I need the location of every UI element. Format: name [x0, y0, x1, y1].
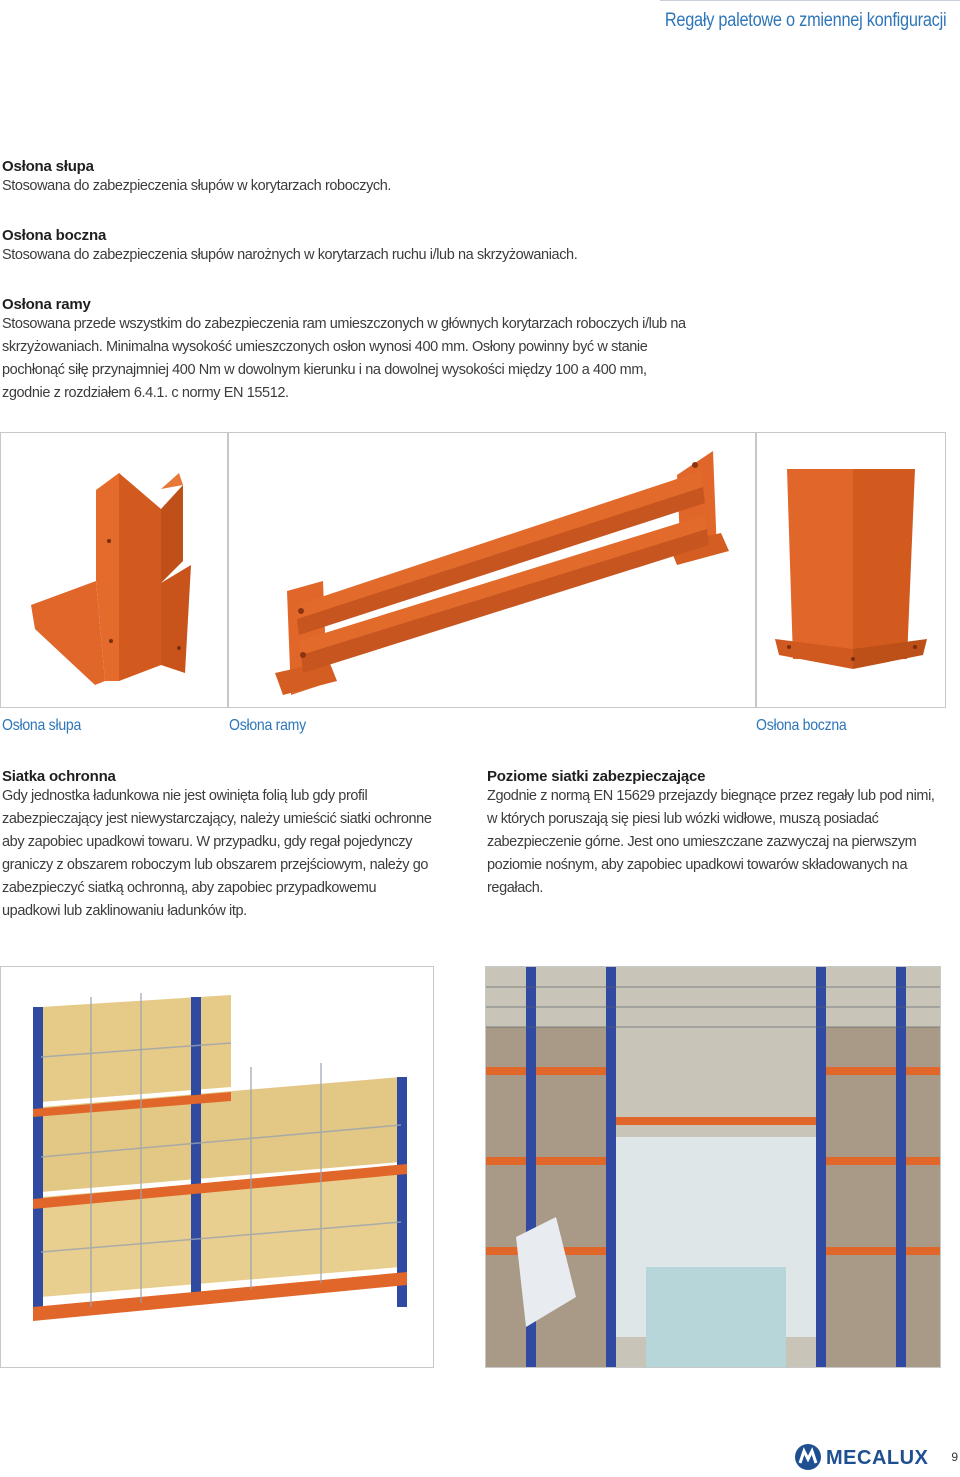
section-horizontal-nets [487, 768, 947, 900]
section-text: Stosowana przede wszystkim do zabezpieczenia ram umieszczonych w głównych korytarzach roboczych i/lub na skrzyżowaniach. Minimalna wysokość umieszczonych osłon wynosi 400 mm. Osłony powinny być w stanie pochłonąć siłę przynajmniej 400 Nm w dowolnym kierunku i na dowolnej wysokości między 100 a 400 mm, zgodnie z rozdziałem 6.4.1. c normy EN 15512. [2, 316, 686, 401]
section-safety-net [2, 768, 432, 923]
mecalux-logo-text: MECALUX [826, 1447, 929, 1469]
section-title: Poziome siatki zabezpieczające [487, 768, 706, 785]
section-frame-guard [2, 296, 686, 405]
page-number: 9 [951, 1450, 958, 1464]
page-header-title: Regały paletowe o zmiennej konfiguracji [664, 10, 946, 31]
header-rule [660, 0, 960, 1]
section-title: Osłona ramy [2, 296, 91, 313]
caption-side-guard: Osłona boczna [756, 717, 847, 734]
section-text: Stosowana do zabezpieczenia słupów narożnych w korytarzach ruchu i/lub na skrzyżowaniach. [2, 247, 578, 263]
frame-guard-image [228, 432, 756, 708]
section-side-guard [2, 227, 692, 267]
section-column-guard [2, 158, 692, 198]
horizontal-net-warehouse-image [485, 966, 941, 1368]
column-guard-image [0, 432, 228, 708]
mecalux-logo-mark-icon [793, 1442, 823, 1472]
section-text: Stosowana do zabezpieczenia słupów w korytarzach roboczych. [2, 178, 392, 194]
section-title: Siatka ochronna [2, 768, 116, 785]
section-text: Gdy jednostka ładunkowa nie jest owinięta folią lub gdy profil zabezpieczający jest niewystarczający, należy umieścić siatki ochronne aby zapobiec upadkowi towaru. W przypadku, gdy regał pojedynczy graniczy z obszarem roboczym lub obszarem przejściowym, należy go zabezpieczyć siatką ochronną, aby zapobiec przypadkowemu upadkowi lub zaklinowaniu ładunków itp. [2, 788, 432, 919]
section-title: Osłona słupa [2, 158, 94, 175]
side-guard-image [756, 432, 946, 708]
caption-column-guard: Osłona słupa [2, 717, 82, 734]
safety-net-image [0, 966, 434, 1368]
section-title: Osłona boczna [2, 227, 107, 244]
caption-frame-guard: Osłona ramy [229, 717, 306, 734]
section-text: Zgodnie z normą EN 15629 przejazdy biegnące przez regały lub pod nimi, w których poruszają się piesi lub wózki widłowe, muszą posiadać zabezpieczenie górne. Jest ono umieszczane zazwyczaj na pierwszym poziomie nośnym, aby zapobiec upadkowi towarów składowanych na regałach. [487, 788, 935, 896]
